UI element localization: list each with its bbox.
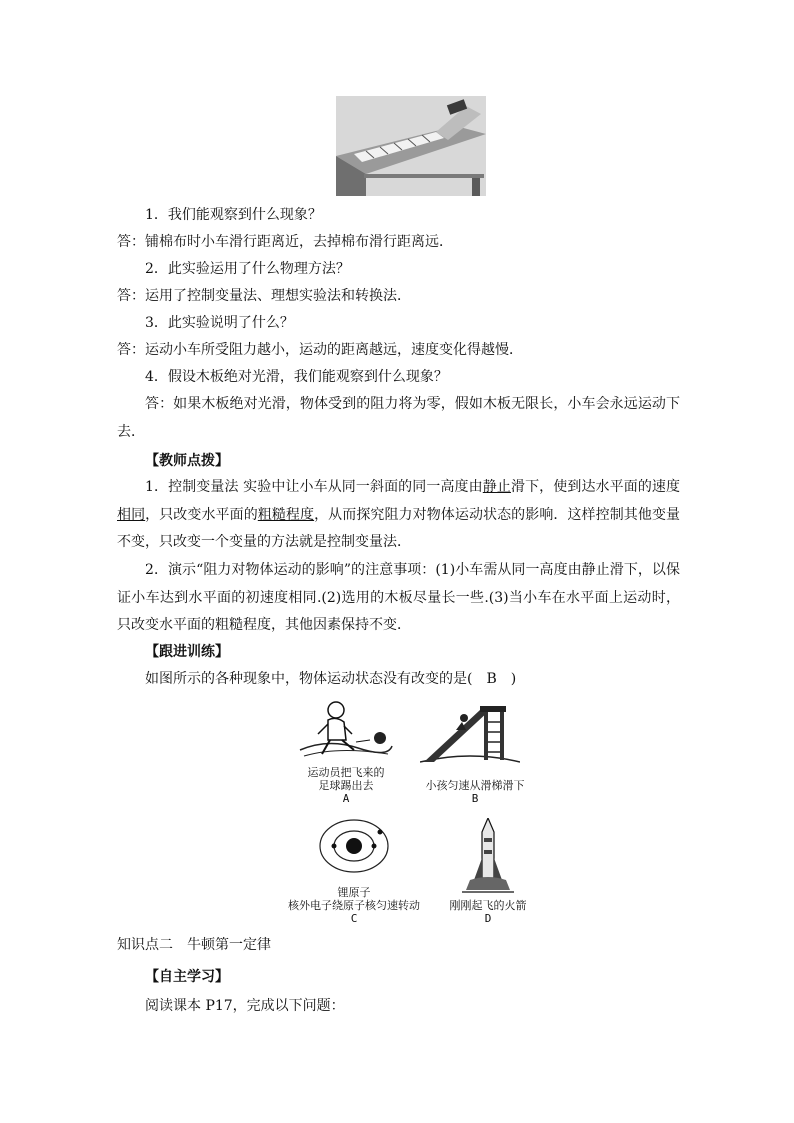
question-2: 2．此实验运用了什么物理方法？ xyxy=(145,261,350,277)
tip-1-underline-same: 相同 xyxy=(117,506,146,523)
rocket-figure xyxy=(462,818,514,894)
figure-c-letter: C xyxy=(350,912,358,925)
section-title-newton-first-law: 知识点二 牛顿第一定律 xyxy=(117,937,271,953)
incline-experiment-figure xyxy=(336,96,486,196)
answer-2: 答：运用了控制变量法、理想实验法和转换法． xyxy=(117,288,411,304)
figure-b-letter: B xyxy=(471,792,479,805)
answer-4: 答：如果木板绝对光滑，物体受到的阻力将为零，假如木板无限长，小车会永远运动下去． xyxy=(117,396,680,440)
tip-2: 2．演示“阻力对物体运动的影响”的注意事项：(1)小车需从同一高度由静止滑下，以保证小车达到水平面的初速度相同.(2)选用的木板尽量长一些.(3)当小车在水平面上运动时，只改变水平面的粗糙程度，其他因素保持不变． xyxy=(117,562,680,633)
tip-1-text-a: 1．控制变量法 实验中让小车从同一斜面的同一高度由 xyxy=(145,479,483,495)
figure-c-caption-line2: 核外电子绕原子核匀速转动 xyxy=(288,899,420,912)
figure-a-caption-line1: 运动员把飞来的 xyxy=(307,766,385,779)
figure-a-letter: A xyxy=(342,792,350,805)
figure-b-caption: 小孩匀速从滑梯滑下 xyxy=(425,779,525,792)
question-1: 1．我们能观察到什么现象？ xyxy=(145,207,322,223)
slide-figure xyxy=(420,700,520,764)
answer-1: 答：铺棉布时小车滑行距离近，去掉棉布滑行距离远． xyxy=(117,234,453,250)
teacher-tips-heading: 【教师点拨】 xyxy=(145,453,229,469)
figure-c-caption-line1: 锂原子 xyxy=(337,886,371,899)
self-study-heading: 【自主学习】 xyxy=(145,969,229,985)
training-heading: 【跟进训练】 xyxy=(145,644,229,660)
lithium-atom-figure xyxy=(318,818,390,874)
soccer-player-figure xyxy=(298,698,394,764)
training-question: 如图所示的各种现象中，物体运动状态没有改变的是( B ) xyxy=(145,671,517,687)
figure-d-caption: 刚刚起飞的火箭 xyxy=(449,899,527,912)
tip-1-text-d: ，从而探究阻力对物体运动状态的影响．这样控制其他变量不变，只改变一个变量的方法就是控制变量法． xyxy=(117,506,681,550)
tip-1-text-c: ，只改变水平面的 xyxy=(145,506,258,523)
figure-a-caption-line2: 足球踢出去 xyxy=(318,779,374,792)
answer-3: 答：运动小车所受阻力越小，运动的距离越远，速度变化得越慢． xyxy=(117,342,523,358)
tip-1 xyxy=(117,474,680,557)
reading-instruction: 阅读课本 P17，完成以下问题： xyxy=(145,998,345,1014)
question-3: 3．此实验说明了什么？ xyxy=(145,315,294,331)
tip-1-text-b: 滑下，使到达水平面的速度 xyxy=(510,479,681,495)
figure-d-letter: D xyxy=(484,912,492,925)
tip-1-underline-static: 静止 xyxy=(482,479,511,495)
question-4: 4．假设木板绝对光滑，我们能观察到什么现象？ xyxy=(145,369,448,385)
tip-1-underline-roughness: 粗糙程度 xyxy=(257,506,315,523)
